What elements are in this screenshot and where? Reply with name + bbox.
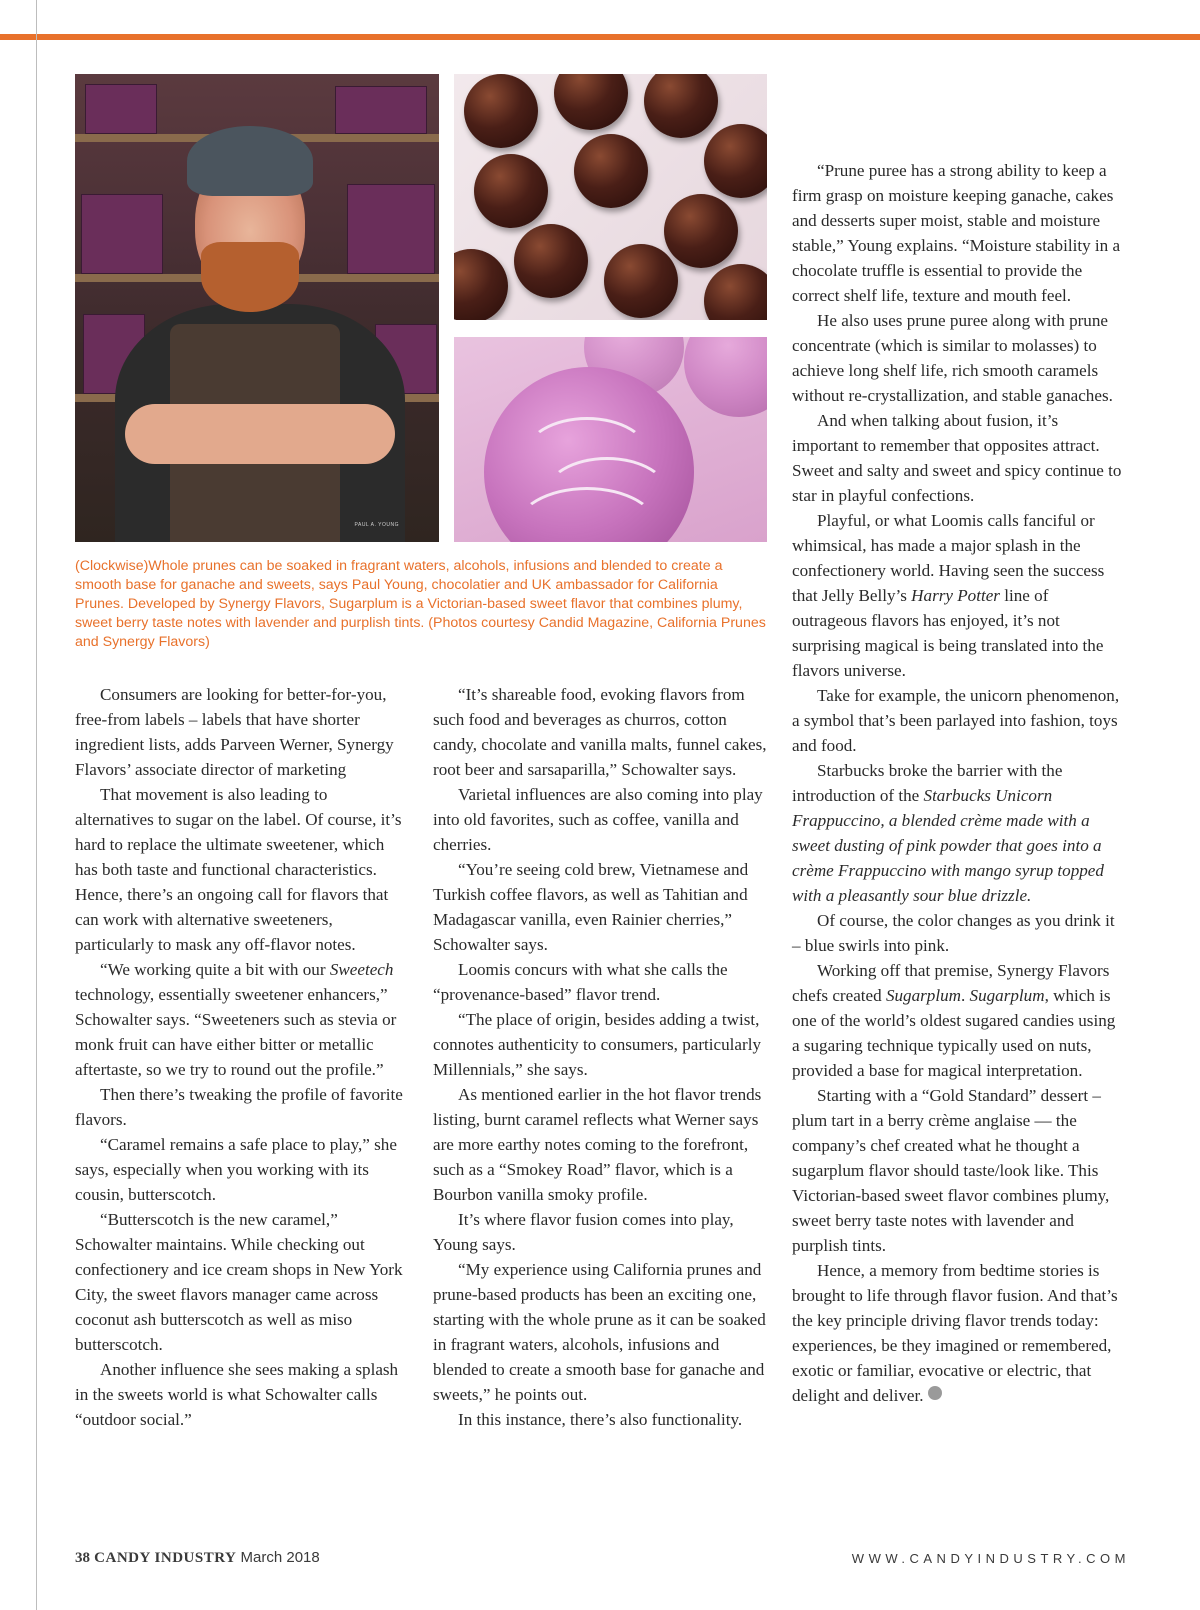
- truffle: [454, 249, 508, 320]
- magazine-name: CANDY INDUSTRY: [94, 1550, 237, 1566]
- paragraph: Starbucks broke the barrier with the introduction of the Starbucks Unicorn Frappuccino, a blended crème made with a sweet dusting of pink powder that goes into a crème Frappuccino with mango syrup topped with a pleasantly sour blue drizzle.: [792, 761, 1104, 905]
- truffle: [704, 124, 767, 198]
- paragraph: Of course, the color changes as you drink it – blue swirls into pink.: [792, 911, 1115, 955]
- pink-candy: [684, 337, 767, 417]
- article-column-1: [75, 682, 410, 1432]
- truffle: [644, 74, 718, 138]
- footer-folio: [75, 1549, 320, 1567]
- paragraph: “My experience using California prunes and prune-based products has been an exciting one, starting with the whole prune as it can be soaked in fragrant waters, alcohols, infusions and blended to create a smooth base for ganache and sweets,” he points out.: [433, 1260, 766, 1404]
- truffle: [574, 134, 648, 208]
- paragraph: In this instance, there’s also functionality.: [458, 1410, 743, 1429]
- truffle: [604, 244, 678, 318]
- paragraph: “The place of origin, besides adding a twist, connotes authenticity to consumers, particularly Millennials,” she says.: [433, 1010, 762, 1079]
- chef-crossed-arms: [125, 404, 395, 464]
- truffle: [464, 74, 538, 148]
- truffle: [554, 74, 628, 130]
- chef-cap: [187, 126, 313, 196]
- paragraph: Another influence she sees making a splash in the sweets world is what Schowalter calls “outdoor social.”: [75, 1360, 399, 1429]
- paragraph: Take for example, the unicorn phenomenon, a symbol that’s been parlayed into fashion, toys and food.: [792, 686, 1120, 755]
- paragraph-final: [792, 1258, 1127, 1408]
- page-margin-rule: [36, 0, 37, 1610]
- paragraph: Playful, or what Loomis calls fanciful or whimsical, has made a major splash in the confectionery world. Having seen the success that Jelly Belly’s Harry Potter line of outrageous flavors has enjoyed, it’s not surprising magical is being translated into the flavors universe.: [792, 511, 1105, 680]
- issue-date: March 2018: [240, 1549, 320, 1566]
- top-accent-rule: [0, 34, 1200, 40]
- chocolate-box: [347, 184, 435, 274]
- paragraph: Working off that premise, Synergy Flavors chefs created Sugarplum. Sugarplum, which is one of the world’s oldest sugared candies using a sugaring technique typically used on nuts, provided a base for magical interpretation.: [792, 961, 1116, 1080]
- chocolate-box: [81, 194, 163, 274]
- paragraph: As mentioned earlier in the hot flavor trends listing, burnt caramel reflects what Werner says are more earthy notes coming to the forefront, such as a “Smokey Road” flavor, which is a Bourbon vanilla smoky profile.: [433, 1085, 762, 1204]
- paragraph: Then there’s tweaking the profile of favorite flavors.: [75, 1085, 403, 1129]
- truffle: [514, 224, 588, 298]
- paragraph: He also uses prune puree along with prune concentrate (which is similar to molasses) to achieve long shelf life, rich smooth caramels without re-crystallization, and stable ganaches.: [792, 311, 1113, 405]
- paragraph: Consumers are looking for better-for-you, free-from labels – labels that have shorter ingredient lists, adds Parveen Werner, Synergy Flavors’ associate director of marketing: [75, 685, 394, 779]
- chef-beard: [201, 242, 299, 312]
- paragraph: Varietal influences are also coming into play into old favorites, such as coffee, vanilla and cherries.: [433, 785, 763, 854]
- truffle: [474, 154, 548, 228]
- paragraph: Loomis concurs with what she calls the “provenance-based” flavor trend.: [433, 960, 728, 1004]
- paragraph: It’s where flavor fusion comes into play, Young says.: [433, 1210, 734, 1254]
- paragraph: “You’re seeing cold brew, Vietnamese and Turkish coffee flavors, as well as Tahitian and Madagascar vanilla, even Rainier cherries,” Schowalter says.: [433, 860, 749, 954]
- page-number: 38: [75, 1550, 90, 1566]
- paragraph: “Prune puree has a strong ability to keep a firm grasp on moisture keeping ganache, cakes and desserts super moist, stable and moisture stable,” Young explains. “Moisture stability in a chocolate truffle is essential to provide the correct shelf life, texture and mouth feel.: [792, 161, 1121, 305]
- paragraph-text: Hence, a memory from bedtime stories is brought to life through flavor fusion. And that’s the key principle driving flavor trends today: experiences, be they imagined or remembered, exotic or familiar, evocative or electric, that delight and deliver.: [792, 1261, 1118, 1405]
- photo-caption: (Clockwise)Whole prunes can be soaked in fragrant waters, alcohols, infusions and blended to create a smooth base for ganache and sweets, says Paul Young, chocolatier and UK ambassador for California Prunes. Developed by Synergy Flavors, Sugarplum is a Victorian-based sweet flavor that combines plumy, sweet berry taste notes with lavender and purplish tints. (Photos courtesy Candid Magazine, California Prunes and Synergy Flavors): [75, 558, 766, 650]
- paragraph: “Caramel remains a safe place to play,” she says, especially when you working with its cousin, butterscotch.: [75, 1135, 397, 1204]
- paragraph: That movement is also leading to alternatives to sugar on the label. Of course, it’s hard to replace the ultimate sweetener, which has both taste and functional characteristics. Hence, there’s an ongoing call for flavors that can work with alternative sweeteners, particularly to mask any off-flavor notes.: [75, 785, 402, 954]
- article-column-3: [792, 158, 1127, 1408]
- paragraph: And when talking about fusion, it’s important to remember that opposites attract. Sweet and salty and sweet and spicy continue to star in playful confections.: [792, 411, 1122, 505]
- truffle: [704, 264, 767, 320]
- ci-end-mark-icon: [928, 1386, 942, 1400]
- truffle: [664, 194, 738, 268]
- truffles-photo: [454, 74, 767, 320]
- paragraph: Starting with a “Gold Standard” dessert – plum tart in a berry crème anglaise — the company’s chef created what he thought a sugarplum flavor should taste/look like. This Victorian-based sweet flavor combines plumy, sweet berry taste notes with lavender and purplish tints.: [792, 1086, 1110, 1255]
- photo-credit: PAUL A. YOUNG: [354, 522, 399, 528]
- article-column-2: [433, 682, 768, 1432]
- paragraph: “It’s shareable food, evoking flavors from such food and beverages as churros, cotton candy, chocolate and vanilla malts, funnel cakes, root beer and sarsaparilla,” Schowalter says.: [433, 685, 767, 779]
- sugarplum-photo: [454, 337, 767, 542]
- paragraph: “Butterscotch is the new caramel,” Schowalter maintains. While checking out confectionery and ice cream shops in New York City, the sweet flavors manager came across coconut ash butterscotch as well as miso butterscotch.: [75, 1210, 403, 1354]
- chocolate-box: [335, 86, 427, 134]
- chef-photo: [75, 74, 439, 542]
- footer-website[interactable]: WWW.CANDYINDUSTRY.COM: [851, 1551, 1130, 1566]
- paragraph: “We working quite a bit with our Sweetech technology, essentially sweetener enhancers,” Schowalter says. “Sweeteners such as stevia or monk fruit can have either bitter or metallic aftertaste, so we try to round out the profile.”: [75, 960, 397, 1079]
- chocolate-box: [85, 84, 157, 134]
